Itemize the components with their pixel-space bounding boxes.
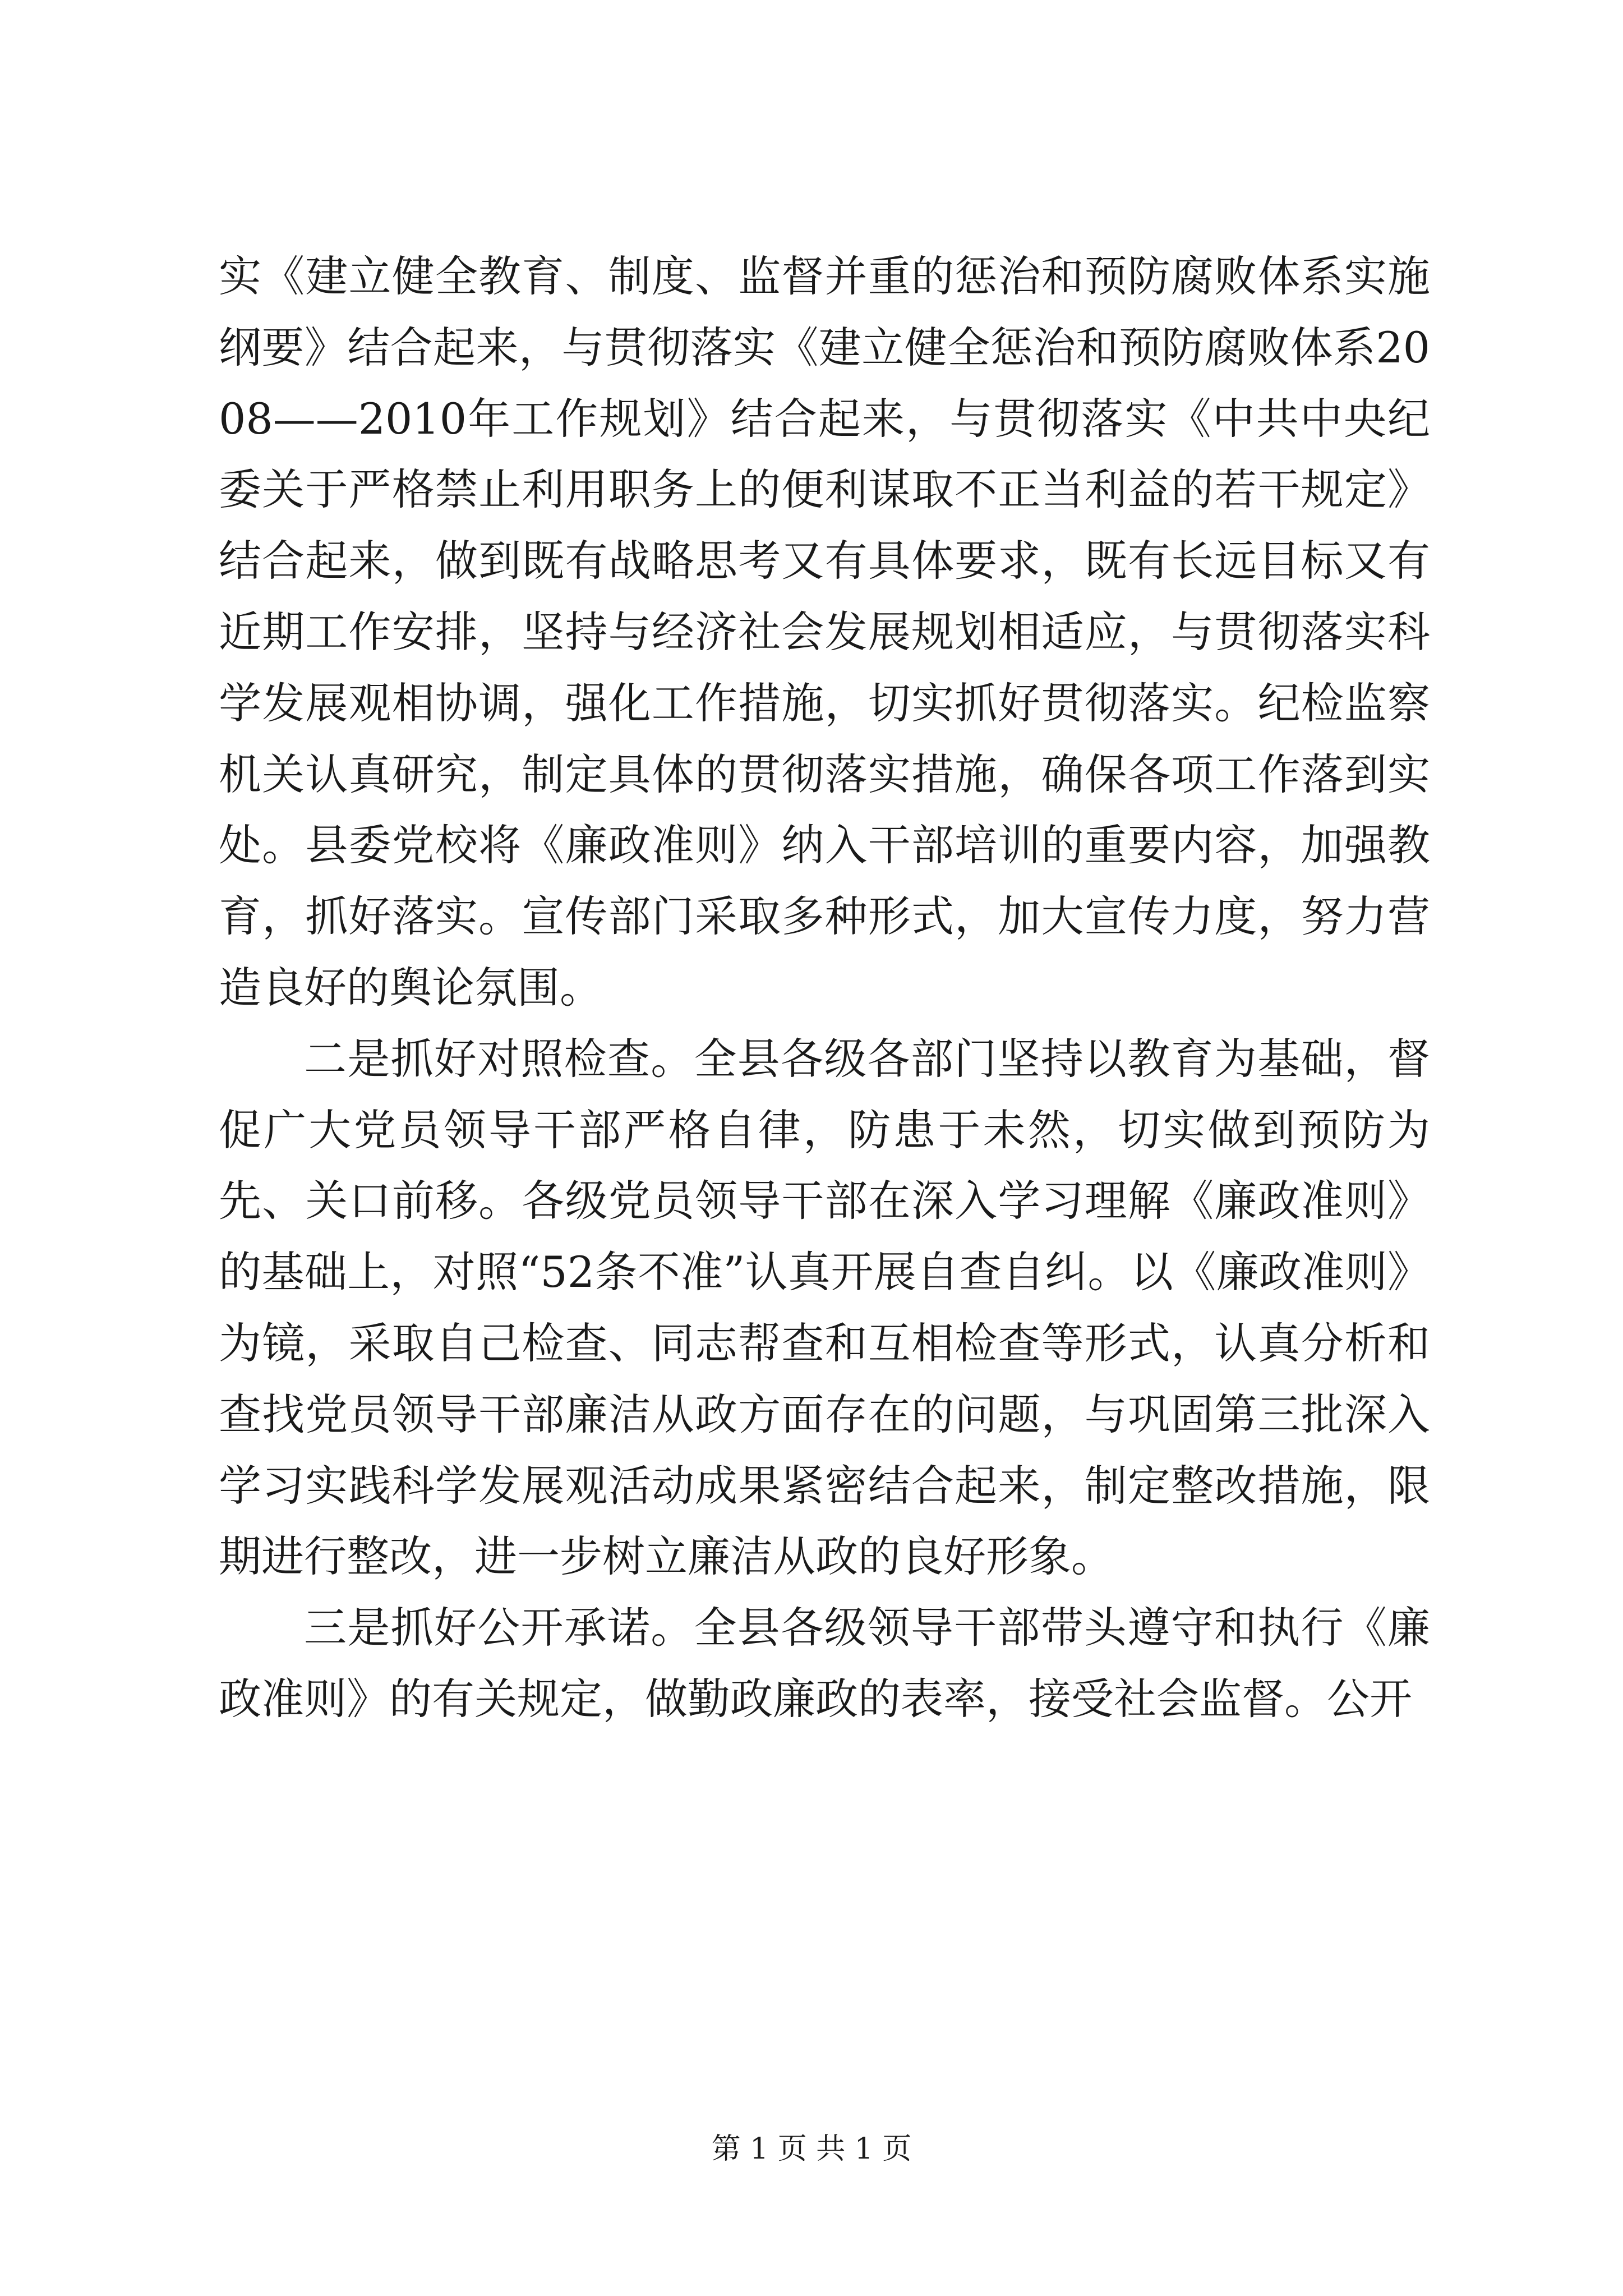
document-body: [219, 241, 1430, 1735]
paragraph-inspection: 二是抓好对照检查。全县各级各部门坚持以教育为基础，督促广大党员领导干部严格自律，防患于未然，切实做到预防为先、关口前移。各级党员领导干部在深入学习理解《廉政准则》的基础上，对照“52条不准”认真开展自查自纠。以《廉政准则》为镜，采取自己检查、同志帮查和互相检查等形式，认真分析和查找党员领导干部廉洁从政方面存在的问题，与巩固第三批深入学习实践科学发展观活动成果紧密结合起来，制定整改措施，限期进行整改，进一步树立廉洁从政的良好形象。: [219, 1033, 1430, 1582]
paragraph-continuation: 实《建立健全教育、制度、监督并重的惩治和预防腐败体系实施纲要》结合起来，与贯彻落实《建立健全惩治和预防腐败体系2008——2010年工作规划》结合起来，与贯彻落实《中共中央纪委关于严格禁止利用职务上的便利谋取不正当利益的若干规定》结合起来，做到既有战略思考又有具体要求，既有长远目标又有近期工作安排，坚持与经济社会发展规划相适应，与贯彻落实科学发展观相协调，强化工作措施，切实抓好贯彻落实。纪检监察机关认真研究，制定具体的贯彻落实措施，确保各项工作落到实处。县委党校将《廉政准则》纳入干部培训的重要内容，加强教育，抓好落实。宣传部门采取多种形式，加大宣传力度，努力营造良好的舆论氛围。: [219, 251, 1430, 1013]
paragraph-commitment: 三是抓好公开承诺。全县各级领导干部带头遵守和执行《廉政准则》的有关规定，做勤政廉政的表率，接受社会监督。公开: [219, 1603, 1430, 1724]
page-number-footer: 第 1 页 共 1 页: [711, 2132, 912, 2166]
